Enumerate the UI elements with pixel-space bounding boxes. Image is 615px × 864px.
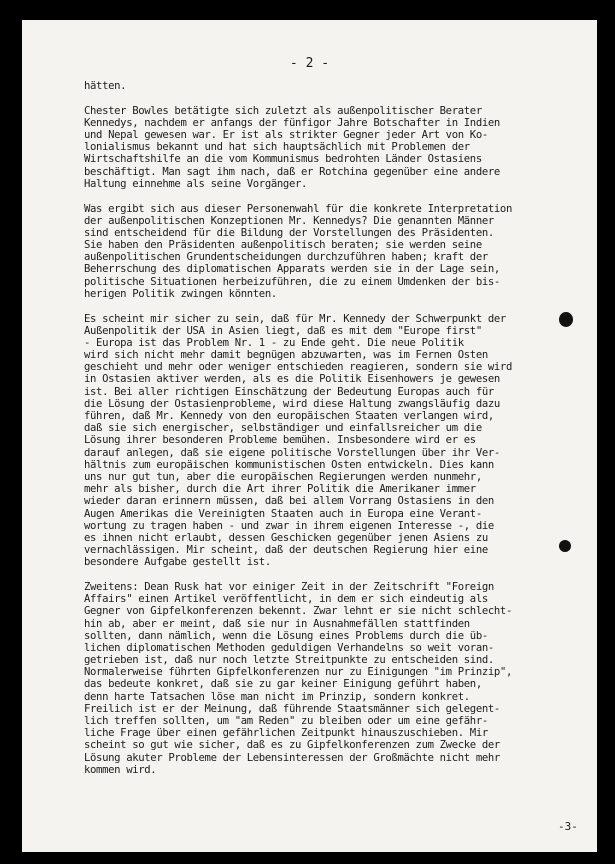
text-line: besondere Aufgabe gestellt ist. [84, 556, 271, 569]
text-line: Sie haben den Präsidenten außenpolitisch beraten; sie werden seine [84, 239, 482, 252]
text-line: getrieben ist, daß nur noch letzte Streitpunkte zu entscheiden sind. [84, 654, 494, 667]
paragraph [84, 105, 584, 190]
text-line: herigen Politik zwingen könnten. [84, 287, 277, 300]
text-line: wieder daran erinnern müssen, daß bei allem Vorrang Ostasiens in den [84, 495, 494, 508]
text-line: Gegner von Gipfelkonferenzen bekennt. Zwar lehnt er sie nicht schlecht- [84, 605, 512, 618]
text-line: denn harte Tatsachen löse man nicht im Prinzip, sondern konkret. [84, 690, 470, 703]
paragraph-gap [84, 92, 584, 105]
text-line: führen, daß Mr. Kennedy von den europäischen Staaten verlangen wird, [84, 410, 494, 422]
text-line: Lösung ihrer besonderen Probleme bemühen. Insbesondere wird er es [84, 434, 476, 447]
paragraph [84, 313, 584, 569]
next-page-marker: -3- [558, 820, 578, 833]
text-line: daß sie sich energischer, selbständiger und einfallsreicher um die [84, 422, 482, 435]
text-line: Zweitens: Dean Rusk hat vor einiger Zeit in der Zeitschrift "Foreign [84, 580, 494, 593]
paragraph-gap [84, 190, 584, 203]
text-line: Affairs" einen Artikel veröffentlicht, in dem er sich eindeutig als [84, 593, 488, 606]
text-line: Was ergibt sich aus dieser Personenwahl für die konkrete Interpretation [84, 202, 512, 215]
text-line: Augen Amerikas die Vereinigten Staaten auch in Europa eine Verant- [84, 507, 482, 520]
text-line: Kennedys, nachdem er anfangs der fünfigor Jahre Botschafter in Indien [84, 116, 500, 129]
text-line: Freilich ist er der Meinung, daß führende Staatsmänner sich gelegent- [84, 702, 500, 715]
text-line: lich treffen sollten, um "am Reden" zu bleiben oder um eine gefähr- [84, 715, 488, 727]
text-line: hätten. [84, 80, 127, 92]
text-line: beschäftigt. Man sagt ihm nach, daß er Rotchina gegenüber eine andere [84, 165, 500, 178]
text-line: mehr als bisher, durch die Art ihrer Politik die Amerikaner immer [84, 483, 476, 496]
text-line: Haltung einnehme als seine Vorgänger. [84, 177, 308, 190]
text-line: hältnis zum europäischen kommunistischen Osten entwickeln. Dies kann [84, 458, 494, 471]
scan-border-bottom [0, 852, 615, 864]
text-line: uns nur gut tun, aber die europäischen Regierungen werden nunmehr, [84, 470, 482, 483]
text-line: Außenpolitik der USA in Asien liegt, daß es mit dem "Europe first" [84, 324, 482, 337]
text-line: Wirtschaftshilfe an die vom Kommunismus bedrohten Länder Ostasiens [84, 153, 482, 166]
paragraph [84, 80, 584, 92]
text-line: darauf anlegen, daß sie eigene politische Vorstellungen über ihr Ver- [84, 446, 500, 459]
text-line: geschieht und mehr oder weniger entschieden reagieren, sondern sie wird [84, 361, 512, 374]
text-line: wortung zu tragen haben - und zwar in ihrem eigenen Interesse -, die [84, 519, 494, 532]
scan-border-top [0, 0, 615, 20]
paragraph [84, 203, 584, 301]
text-line: es ihnen nicht erlaubt, dessen Geschicken gegenüber jenen Asiens zu [84, 531, 488, 544]
text-line: hin ab, aber er meint, daß sie nur in Ausnahmefällen stattfinden [84, 617, 470, 630]
ink-blot [559, 312, 573, 327]
text-line: lonialismus bekannt und hat sich hauptsächlich mit Problemen der [84, 141, 470, 154]
text-line: liche Frage über einen gefährlichen Zeitpunkt hinauszuschieben. Mir [84, 727, 488, 740]
text-line: sind entscheidend für die Bildung der Vorstellungen des Präsidenten. [84, 226, 494, 239]
scan-border-right [597, 0, 615, 864]
text-line: sollten, dann nämlich, wenn die Lösung eines Problems durch die üb- [84, 629, 488, 642]
paragraph [84, 581, 584, 776]
paragraph-gap [84, 300, 584, 313]
text-line: kommen wird. [84, 763, 157, 776]
document-body [84, 80, 584, 776]
text-line: der außenpolitischen Konzeptionen Mr. Kennedys? Die genannten Männer [84, 214, 494, 227]
text-line: - Europa ist das Problem Nr. 1 - zu Ende geht. Die neue Politik [84, 336, 464, 349]
text-line: Beherrschung des diplomatischen Apparats werden sie in der Lage sein, [84, 263, 500, 276]
scan-border-left [0, 0, 22, 864]
text-line: außenpolitischen Grundentscheidungen durchzuführen haben; kraft der [84, 251, 488, 264]
text-line: lichen diplomatischen Methoden geduldigen Verhandelns so weit voran- [84, 641, 494, 654]
ink-blot [559, 540, 571, 552]
text-line: Es scheint mir sicher zu sein, daß für Mr. Kennedy der Schwerpunkt der [84, 312, 506, 325]
text-line: in Ostasien aktiver werden, als es die Politik Eisenhowers je gewesen [84, 373, 500, 386]
text-line: scheint so gut wie sicher, daß es zu Gipfelkonferenzen zum Zwecke der [84, 739, 500, 752]
text-line: und Nepal gewesen war. Er ist als strikter Gegner jeder Art von Ko- [84, 129, 488, 142]
document-page [22, 20, 597, 852]
text-line: vernachlässigen. Mir scheint, daß der deutschen Regierung hier eine [84, 544, 488, 557]
text-line: das bedeute konkret, daß sie zu gar keiner Einigung geführt haben, [84, 678, 482, 691]
text-line: wird sich nicht mehr damit begnügen abzuwarten, was im Fernen Osten [84, 349, 488, 362]
text-line: politische Situationen herbeizuführen, die zu einem Umdenken der bis- [84, 275, 500, 288]
text-line: Chester Bowles betätigte sich zuletzt als außenpolitischer Berater [84, 104, 482, 117]
text-line: Normalerweise führten Gipfelkonferenzen nur zu Einigungen "im Prinzip", [84, 666, 512, 679]
text-line: die Lösung der Ostasienprobleme, wird diese Haltung zwangsläufig dazu [84, 397, 500, 410]
page-number: - 2 - [289, 56, 330, 71]
text-line: ist. Bei aller richtigen Einschätzung der Bedeutung Europas auch für [84, 385, 494, 398]
text-line: Lösung akuter Probleme der Lebensinteressen der Großmächte nicht mehr [84, 751, 500, 764]
paragraph-gap [84, 568, 584, 581]
